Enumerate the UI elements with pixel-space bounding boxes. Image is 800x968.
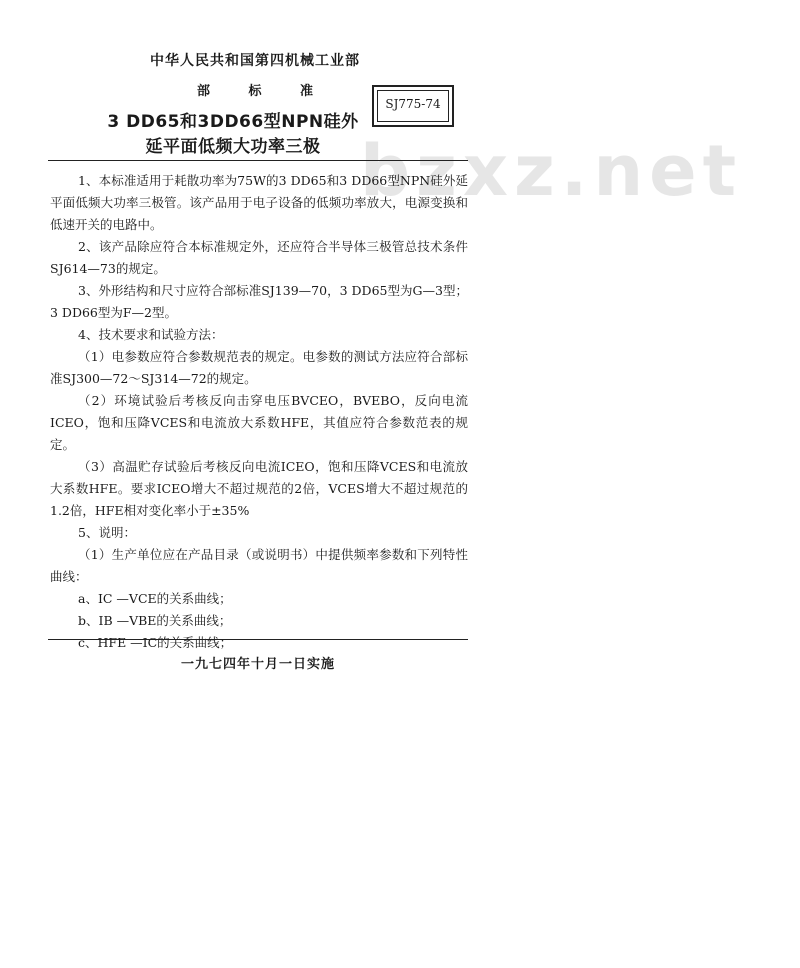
paragraph: （1）电参数应符合参数规范表的规定。电参数的测试方法应符合部标准SJ300—72～SJ314—72的规定。	[50, 349, 468, 386]
standard-label	[90, 80, 420, 99]
paragraph: 4、技术要求和试验方法：	[78, 327, 224, 342]
standard-code-box	[372, 85, 454, 127]
standard-label-char: 部	[196, 84, 210, 99]
paragraph: （3）高温贮存试验后考核反向电流ICEO，饱和压降VCES和电流放大系数HFE。要求ICEO增大不超过规范的2倍，VCES增大不超过规范的1.2倍，HFE相对变化率小于±35%	[50, 459, 468, 518]
paragraph: 2、该产品除应符合本标准规定外，还应符合半导体三极管总技术条件SJ614—73的规定。	[50, 239, 468, 276]
paragraph: 1、本标准适用于耗散功率为75W的3 DD65和3 DD66型NPN硅外延平面低频大功率三极管。该产品用于电子设备的低频功率放大，电源变换和低速开关的电路中。	[50, 173, 468, 232]
list-item: c、HFE —IC的关系曲线；	[78, 635, 233, 650]
ministry-name: 中华人民共和国第四机械工业部	[150, 53, 360, 69]
standard-code: SJ775-74	[385, 97, 441, 111]
document-title-line2: 延平面低频大功率三极	[145, 137, 321, 157]
list-item: b、IB —VBE的关系曲线；	[78, 613, 232, 628]
effective-date: 一九七四年十月一日实施	[180, 657, 335, 672]
paragraph: （1）生产单位应在产品目录（或说明书）中提供频率参数和下列特性曲线：	[50, 547, 468, 584]
paragraph: 3、外形结构和尺寸应符合部标准SJ139—70，3 DD65型为G—3型；3 DD66型为F—2型。	[50, 283, 468, 320]
top-rule	[48, 160, 468, 161]
list-item: a、IC —VCE的关系曲线；	[78, 591, 232, 606]
standard-label-char: 准	[300, 84, 314, 99]
document-body	[50, 170, 468, 654]
document-title-line1: 3 DD65和3DD66型NPN硅外	[107, 112, 359, 132]
watermark: bzxz.net	[360, 130, 743, 212]
bottom-rule	[48, 639, 468, 640]
standard-label-char: 标	[248, 84, 262, 99]
paragraph: （2）环境试验后考核反向击穿电压BVCEO，BVEBO，反向电流ICEO，饱和压降VCES和电流放大系数HFE，其值应符合参数范表的规定。	[50, 393, 468, 452]
paragraph: 5、说明：	[78, 525, 136, 540]
